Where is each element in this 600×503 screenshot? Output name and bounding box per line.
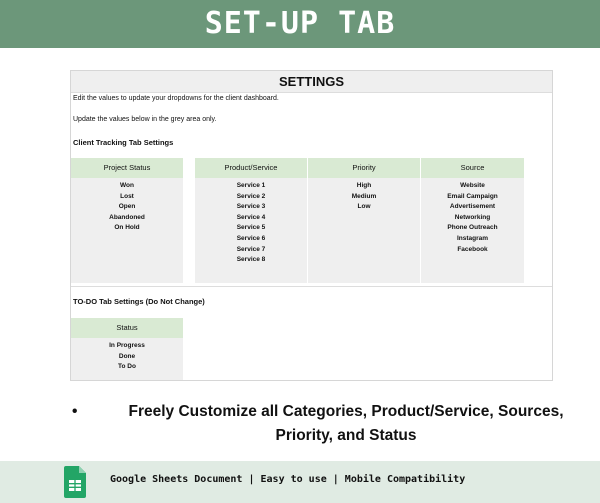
divider [71, 286, 552, 287]
bullet-dot: • [72, 403, 78, 420]
column-header: Product/Service [195, 158, 307, 178]
feature-bullet [100, 400, 592, 448]
column-item[interactable]: Phone Outreach [447, 224, 498, 232]
settings-sheet [70, 70, 553, 381]
column-header: Priority [308, 158, 420, 178]
column-item[interactable]: Service 5 [236, 224, 266, 232]
instruction-2: Update the values below in the grey area only. [73, 116, 217, 123]
column-item[interactable]: Lost [120, 192, 134, 200]
column-item[interactable]: Service 2 [236, 192, 266, 200]
column-header: Project Status [71, 158, 183, 178]
status-item[interactable]: Done [118, 352, 136, 360]
column-item[interactable]: Medium [351, 192, 377, 200]
google-sheets-icon [64, 466, 86, 498]
column-item[interactable]: Service 3 [236, 203, 266, 211]
column-header: Source [421, 158, 524, 178]
section-todo: TO-DO Tab Settings (Do Not Change) [73, 297, 205, 306]
status-header: Status [71, 318, 183, 338]
column-item[interactable]: On Hold [114, 224, 140, 232]
section-client-tracking: Client Tracking Tab Settings [73, 138, 174, 147]
column-item[interactable]: Won [120, 182, 134, 189]
column-item[interactable]: Advertisement [449, 203, 496, 211]
footer-text: Google Sheets Document | Easy to use | Mobile Compatibility [110, 474, 466, 485]
instruction-1: Edit the values to update your dropdowns for the client dashboard. [73, 95, 279, 102]
sheet-title: SETTINGS [71, 71, 552, 93]
column-item[interactable]: Instagram [456, 234, 489, 242]
column-item[interactable]: Service 4 [236, 213, 266, 221]
column-item[interactable]: Service 7 [236, 245, 266, 253]
status-item[interactable]: In Progress [109, 342, 145, 349]
column-item[interactable]: Facebook [457, 245, 488, 253]
column-item[interactable]: High [356, 182, 372, 189]
settings-column [195, 158, 307, 283]
settings-column [308, 158, 420, 283]
page-header: SET-UP TAB [0, 0, 600, 48]
status-column [71, 318, 183, 380]
settings-column [71, 158, 183, 283]
column-item[interactable]: Networking [454, 213, 491, 221]
status-item[interactable]: To Do [118, 363, 136, 371]
footer-band [0, 461, 600, 503]
column-item[interactable]: Abandoned [109, 213, 145, 221]
column-item[interactable]: Email Campaign [447, 192, 498, 200]
column-item[interactable]: Website [460, 182, 485, 189]
feature-text: Freely Customize all Categories, Product/Service, Sources, Priority, and Status [128, 403, 564, 444]
column-item[interactable]: Service 1 [236, 182, 266, 189]
column-item[interactable]: Open [118, 203, 136, 211]
column-item[interactable]: Low [357, 203, 371, 211]
settings-column [421, 158, 524, 283]
column-item[interactable]: Service 8 [236, 256, 266, 264]
column-item[interactable]: Service 6 [236, 234, 266, 242]
